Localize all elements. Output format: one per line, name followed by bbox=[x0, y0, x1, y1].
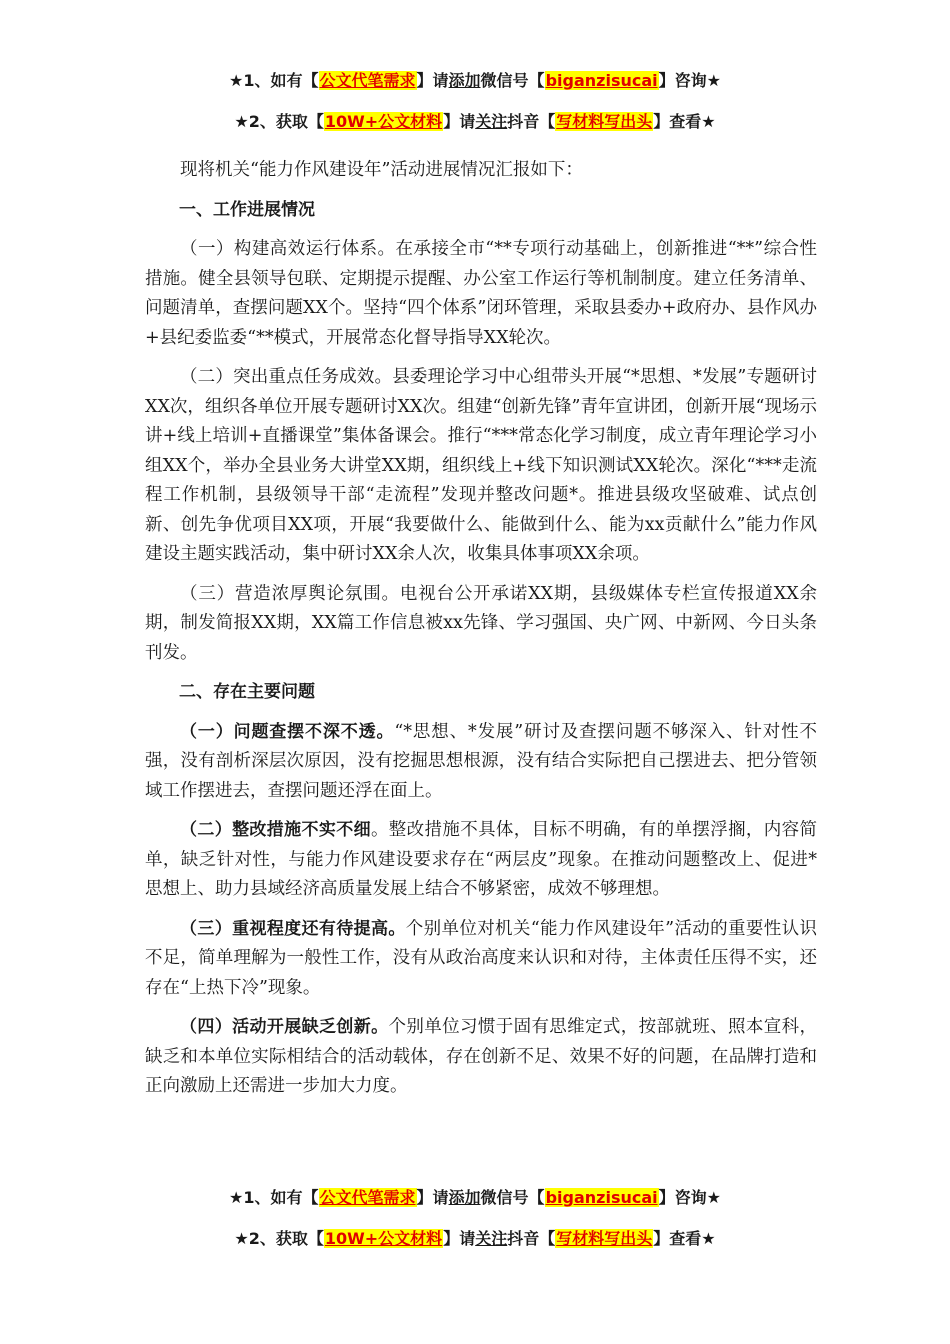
section-1-paragraph-2: （二）突出重点任务成效。县委理论学习中心组带头开展“*思想、*发展”专题研讨XX次，组织各单位开展专题研讨XX次。组建“创新先锋”青年宣讲团，创新开展“现场示讲+线上培训+直播课堂”集体备课会。推行“***常态化学习制度，成立青年理论学习小组XX个，举办全县业务大讲堂XX期，组织线上+线下知识测试XX轮次。深化“***走流程工作机制，县级领导干部“走流程”发现并整改问题*。推进县级攻坚破难、试点创新、创先争优项目XX项，开展“我要做什么、能做到什么、能为xx贡献什么”能力作风建设主题实践活动，集中研讨XX余人次，收集具体事项XX余项。 bbox=[145, 367, 817, 564]
section-1-paragraph-1: （一）构建高效运行体系。在承接全市“**专项行动基础上，创新推进“**”综合性措施。健全县领导包联、定期提示提醒、办公室工作运行等机制制度。建立任务清单、问题清单，查摆问题XX个。坚持“四个体系”闭环管理，采取县委办+政府办、县作风办+县纪委监委“**模式，开展常态化督导指导XX轮次。 bbox=[145, 239, 817, 348]
banner-text: 】请 bbox=[443, 1229, 476, 1248]
section-2-item-2-title: （二）整改措施不实不细 bbox=[180, 820, 371, 840]
section-2-item-4-title: （四）活动开展缺乏创新。 bbox=[180, 1017, 389, 1037]
banner-text: ★1、如有【 bbox=[229, 1188, 319, 1207]
top-banner-line-1 bbox=[0, 70, 950, 92]
banner-text: 抖音【 bbox=[507, 1229, 556, 1248]
banner-underline-follow: 关注 bbox=[475, 1229, 508, 1248]
banner-highlight-wechat-id: biganzisucai bbox=[545, 71, 658, 90]
section-2-heading: 二、存在主要问题 bbox=[179, 682, 315, 702]
banner-text: 微信号【 bbox=[480, 1188, 545, 1207]
banner-text: 】查看★ bbox=[653, 112, 716, 131]
banner-underline-add: 添加 bbox=[448, 71, 481, 90]
document-body bbox=[145, 156, 817, 1112]
banner-underline-follow: 关注 bbox=[475, 112, 508, 131]
banner-text: 】咨询★ bbox=[658, 71, 721, 90]
section-2-item-3-body: 个别单位对机关“能力作风建设年”活动的重要性认识不足，简单理解为一般性工作，没有从政治高度来认识和对待，主体责任压得不实，还存在“上热下冷”现象。 bbox=[145, 918, 817, 998]
section-2-item-4-body: 个别单位习惯于固有思维定式，按部就班、照本宣科，缺乏和本单位实际相结合的活动载体，存在创新不足、效果不好的问题，在品牌打造和正向激励上还需进一步加大力度。 bbox=[145, 1017, 818, 1096]
section-2-item-1-body: “*思想、*发展”研讨及查摆问题不够深入、针对性不强，没有剖析深层次原因，没有挖掘思想根源，没有结合实际把自己摆进去、把分管领域工作摆进去，查摆问题还浮在面上。 bbox=[145, 721, 817, 801]
banner-highlight-douyin-id: 写材料写出头 bbox=[556, 112, 653, 131]
banner-text: 】请 bbox=[416, 1188, 449, 1207]
section-1-paragraph-3: （三）营造浓厚舆论氛围。电视台公开承诺XX期，县级媒体专栏宣传报道XX余期，制发简报XX期，XX篇工作信息被xx先锋、学习强国、央广网、中新网、今日头条刊发。 bbox=[145, 583, 817, 663]
banner-highlight-wechat-id: biganzisucai bbox=[545, 1188, 658, 1207]
section-1-heading: 一、工作进展情况 bbox=[179, 199, 315, 220]
banner-text: 】请 bbox=[443, 112, 476, 131]
top-banner-line-2 bbox=[0, 111, 950, 133]
bottom-banner-line-1 bbox=[0, 1187, 950, 1209]
section-2-paragraph-2 bbox=[145, 816, 817, 905]
banner-text: 微信号【 bbox=[480, 71, 545, 90]
banner-text: ★2、获取【 bbox=[234, 112, 324, 131]
section-2-item-2-body: 。整改措施不具体，目标不明确，有的单摆浮搁，内容简单，缺乏针对性，与能力作风建设要求存在“两层皮”现象。在推动问题整改上、促进*思想上、助力县域经济高质量发展上结合不够紧密，成效不够理想。 bbox=[145, 820, 818, 899]
banner-highlight-materials: 10W+公文材料 bbox=[324, 1229, 443, 1248]
banner-text: 】咨询★ bbox=[658, 1188, 721, 1207]
section-2-paragraph-1 bbox=[145, 718, 817, 807]
banner-text: 】请 bbox=[416, 71, 449, 90]
banner-text: 】查看★ bbox=[653, 1229, 716, 1248]
banner-highlight-materials: 10W+公文材料 bbox=[324, 112, 443, 131]
section-2-paragraph-3 bbox=[145, 915, 817, 1004]
banner-text: 抖音【 bbox=[507, 112, 556, 131]
section-2-item-1-title: （一）问题查摆不深不透。 bbox=[180, 721, 395, 742]
banner-underline-add: 添加 bbox=[448, 1188, 481, 1207]
bottom-banner-line-2 bbox=[0, 1228, 950, 1250]
banner-highlight-service: 公文代笔需求 bbox=[319, 1188, 416, 1207]
banner-text: ★1、如有【 bbox=[229, 71, 319, 90]
banner-text: ★2、获取【 bbox=[234, 1229, 324, 1248]
intro-paragraph: 现将机关“能力作风建设年”活动进展情况汇报如下： bbox=[180, 160, 583, 180]
section-2-paragraph-4 bbox=[145, 1013, 817, 1102]
banner-highlight-service: 公文代笔需求 bbox=[319, 71, 416, 90]
banner-highlight-douyin-id: 写材料写出头 bbox=[556, 1229, 653, 1248]
section-2-item-3-title: （三）重视程度还有待提高。 bbox=[180, 918, 406, 939]
